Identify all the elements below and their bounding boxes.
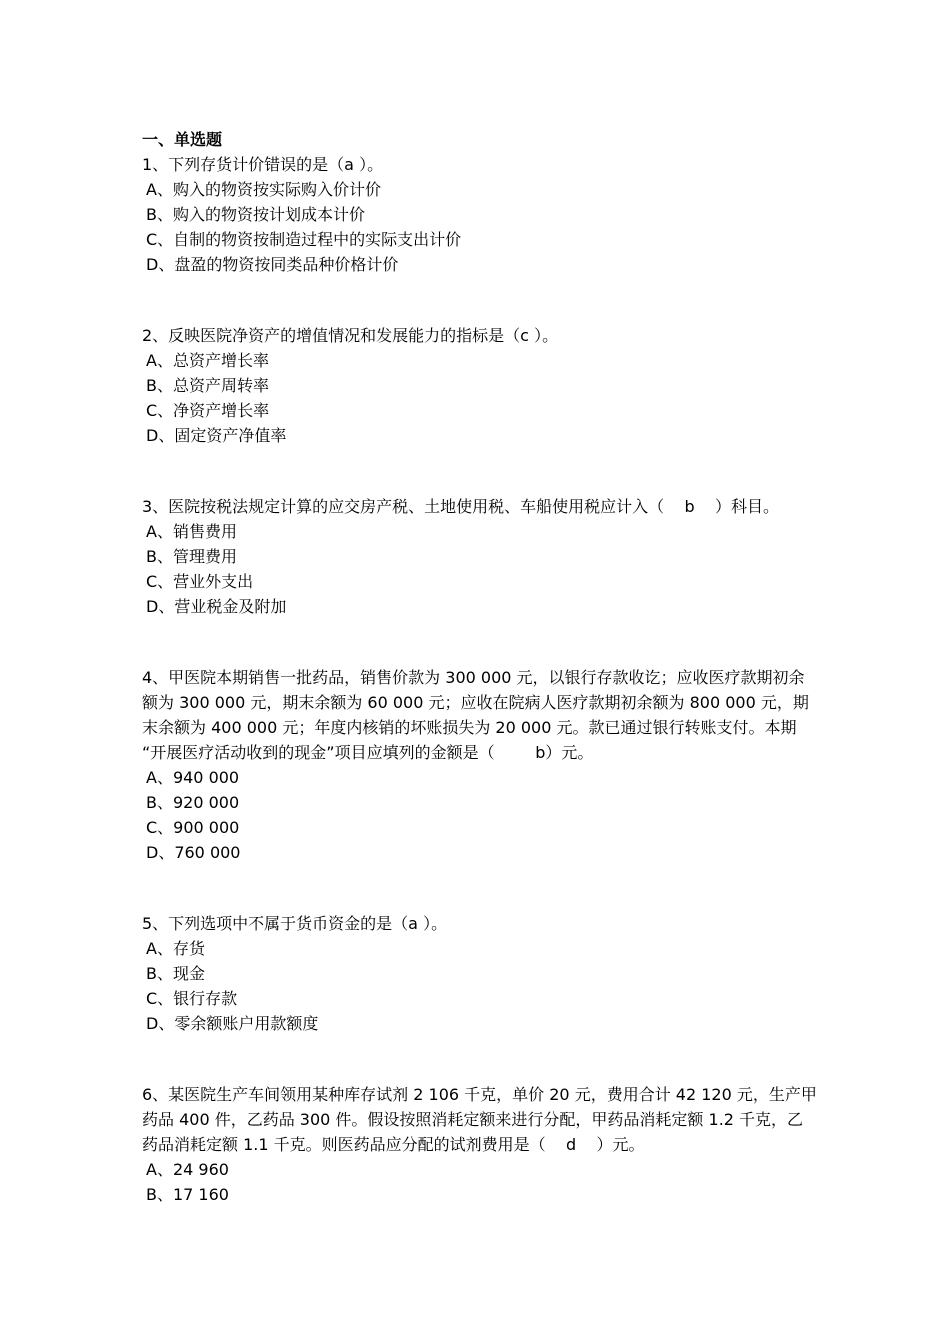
question-4 bbox=[142, 665, 812, 865]
question-stem: 3、医院按税法规定计算的应交房产税、土地使用税、车船使用税应计入（ b ）科目。 bbox=[142, 497, 780, 516]
question-1 bbox=[142, 152, 812, 277]
option-a: A、存货 bbox=[146, 939, 205, 958]
option-a: A、销售费用 bbox=[146, 522, 237, 541]
spacer bbox=[142, 448, 812, 494]
question-stem-line: 末余额为 400 000 元；年度内核销的坏账损失为 20 000 元。款已通过银行转账支付。本期 bbox=[142, 718, 797, 737]
spacer bbox=[142, 619, 812, 665]
question-3 bbox=[142, 494, 812, 619]
option-b: B、现金 bbox=[146, 964, 205, 983]
question-stem-line: 4、甲医院本期销售一批药品，销售价款为 300 000 元，以银行存款收讫；应收医疗款期初余 bbox=[142, 668, 805, 687]
question-2 bbox=[142, 323, 812, 448]
option-b: B、购入的物资按计划成本计价 bbox=[146, 205, 365, 224]
spacer bbox=[142, 1036, 812, 1082]
option-d: D、营业税金及附加 bbox=[146, 597, 287, 616]
question-stem: 5、下列选项中不属于货币资金的是（a ）。 bbox=[142, 914, 448, 933]
option-c: C、净资产增长率 bbox=[146, 401, 270, 420]
option-a: A、购入的物资按实际购入价计价 bbox=[146, 180, 381, 199]
option-c: C、营业外支出 bbox=[146, 572, 254, 591]
question-stem-line: “开展医疗活动收到的现金”项目应填列的金额是（ b）元。 bbox=[142, 743, 594, 762]
option-d: D、零余额账户用款额度 bbox=[146, 1014, 319, 1033]
question-5 bbox=[142, 911, 812, 1036]
option-b: B、920 000 bbox=[146, 793, 240, 812]
option-b: B、17 160 bbox=[146, 1185, 229, 1204]
option-a: A、24 960 bbox=[146, 1160, 229, 1179]
spacer bbox=[142, 865, 812, 911]
option-d: D、760 000 bbox=[146, 843, 241, 862]
option-c: C、900 000 bbox=[146, 818, 240, 837]
question-stem-line: 额为 300 000 元，期末余额为 60 000 元；应收在院病人医疗款期初余额为 800 000 元，期 bbox=[142, 693, 809, 712]
section-title: 一、单选题 bbox=[142, 130, 223, 149]
option-c: C、银行存款 bbox=[146, 989, 238, 1008]
option-d: D、盘盈的物资按同类品种价格计价 bbox=[146, 255, 399, 274]
question-stem: 1、下列存货计价错误的是（a ）。 bbox=[142, 155, 384, 174]
option-a: A、总资产增长率 bbox=[146, 351, 269, 370]
question-stem: 2、反映医院净资产的增值情况和发展能力的指标是（c ）。 bbox=[142, 326, 559, 345]
spacer bbox=[142, 277, 812, 323]
document-page bbox=[142, 127, 817, 1207]
option-a: A、940 000 bbox=[146, 768, 240, 787]
option-d: D、固定资产净值率 bbox=[146, 426, 287, 445]
question-stem-line: 6、某医院生产车间领用某种库存试剂 2 106 千克，单价 20 元，费用合计 42 120 元，生产甲 bbox=[142, 1085, 817, 1104]
option-c: C、自制的物资按制造过程中的实际支出计价 bbox=[146, 230, 462, 249]
question-stem-line: 药品 400 件，乙药品 300 件。假设按照消耗定额来进行分配，甲药品消耗定额 1.2 千克，乙 bbox=[142, 1110, 804, 1129]
option-b: B、总资产周转率 bbox=[146, 376, 269, 395]
question-6 bbox=[142, 1082, 817, 1207]
option-b: B、管理费用 bbox=[146, 547, 237, 566]
question-stem-line: 药品消耗定额 1.1 千克。则医药品应分配的试剂费用是（ d ）元。 bbox=[142, 1135, 645, 1154]
